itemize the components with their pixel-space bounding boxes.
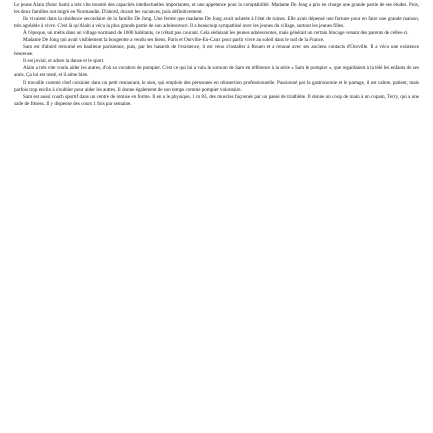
paragraph-6: Il est jovial, et adore la danse et le sport.	[23, 58, 105, 65]
paragraph-7: Alain a très vite voulu aider les autres, d'où sa vocation de pompier. C'est ce qui lui a valu le surnom de Sam en référence à la série « Sam le pompier », que regardaient à la télé les enfants de ses amis. Ça lui est resté, et il aime bien.	[14, 65, 419, 79]
paragraph-5: Sam est d'abord retourné en banlieue parisienne, puis, par les hasards de l'existence, il est venu s'installer à Rouen et a renoué avec ses anciens contacts d'Ourville. Il a vécu une existence heureuse.	[14, 44, 419, 58]
paragraph-4: Madame De Jong qui avait visiblement la bougeotte a vendu ses biens, Paris et Ourville-En-Caux pour partir vivre au soleil dans le sud de la France.	[23, 37, 325, 44]
paragraph-1: Le jeune Alain (futur Sam) a très vite montré des capacités intellectuelles importantes, et une appétence pour la comptabilité. Madame De Jong a pris en charge une grande partie de ses études. Puis, les deux familles ont migré en Normandie. D'abord, durant les vacances, puis définitivement.	[14, 2, 419, 16]
paragraph-9: Sam est aussi coach sportif dans un centre de remise en forme. Il en a le physique, 1 m 83, des muscles façonnés par un passé de triathlète. Il donne un coup de main à un copain, Terry, qui a une salle de fitness. Il y dispense des cours 1 fois par semaine.	[14, 93, 419, 107]
paragraph-8: Il travaille comme chef cuisinier dans un petit restaurant, le sien, qui emploie des personnes en réinsertion professionnelle. Passionné par la gastronomie et le partage, il est calme, patient, mais parfois trop enclin à s'oublier pour aider les autres. Il donne également de son temps comme pompier volontaire.	[14, 79, 419, 93]
paragraph-3: À l'époque, un métis dans un village normand de 1000 habitants, ce n'était pas courant. Cela séduisait les jeunes adolescentes, mais générait un certain blocage venant des parents de celles-ci.	[23, 30, 409, 37]
paragraph-2: Ils vivaient dans la résidence secondaire de la famille De Jong. Une ferme que madame De Jong avait achetée à l'état de ruines. Elle avait dépensé une fortune pour en faire une grande maison, très agréable à vivre. C'est là qu'Alain a vécu la plus grande partie de son adolescence. Il a beaucoup sympathisé avec les jeunes du village, surtout les jeunes filles.	[14, 16, 419, 30]
